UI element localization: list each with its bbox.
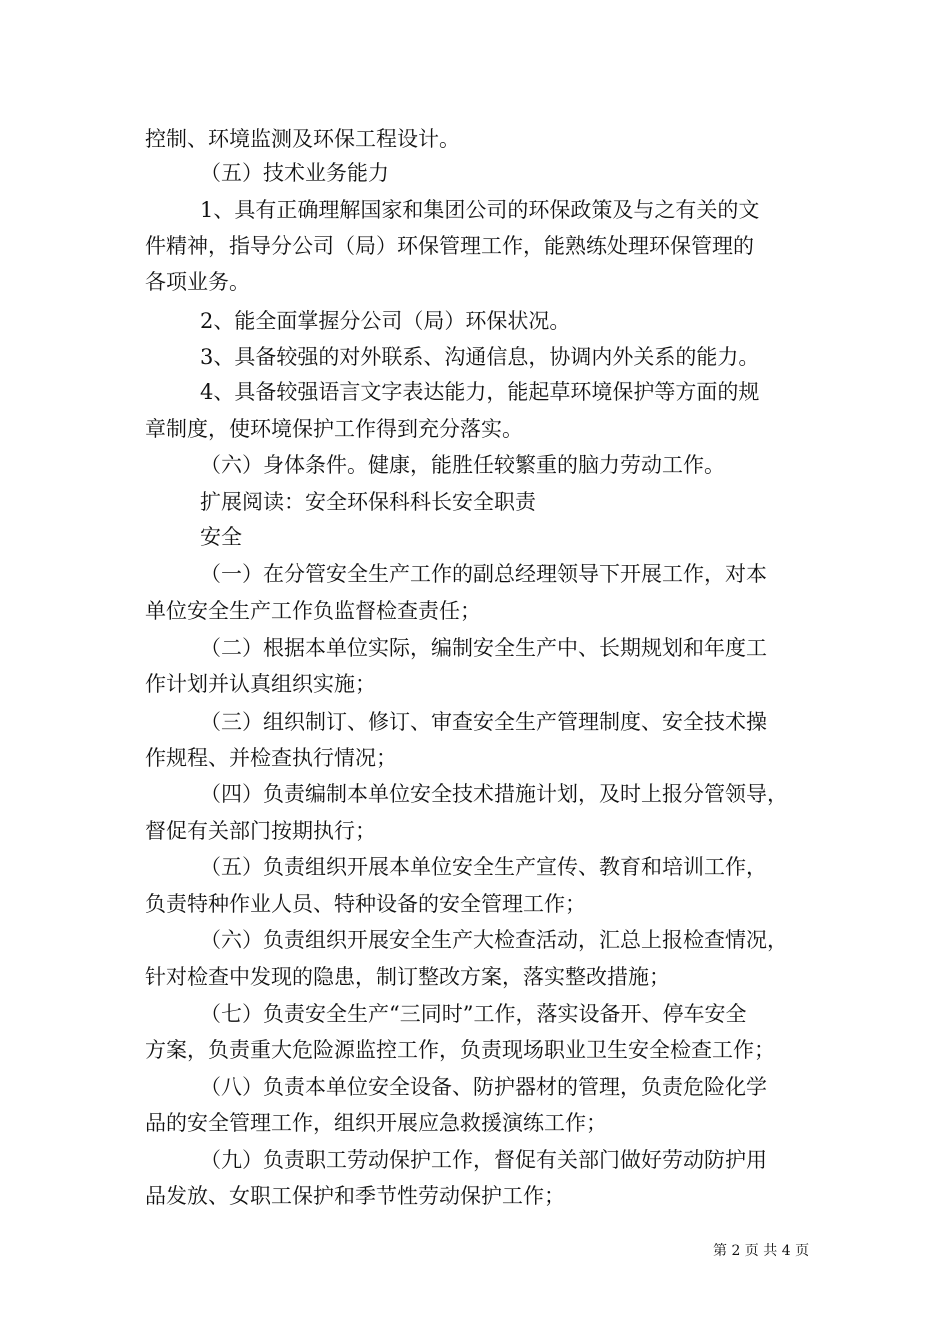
text-line: 作计划并认真组织实施； — [145, 672, 376, 696]
page-number-footer: 第 2 页 共 4 页 — [713, 1243, 810, 1259]
text-line: 安全 — [200, 525, 242, 549]
text-line: （八）负责本单位安全设备、防护器材的管理，负责危险化学 — [200, 1075, 767, 1099]
section-heading: 扩展阅读：安全环保科科长安全职责 — [200, 490, 536, 514]
text-line: 品发放、女职工保护和季节性劳动保护工作； — [145, 1184, 565, 1208]
text-line: 各项业务。 — [145, 270, 250, 294]
text-line: 作规程、并检查执行情况； — [145, 746, 397, 770]
text-line: 单位安全生产工作负监督检查责任； — [145, 599, 481, 623]
text-line: （七）负责安全生产“三同时”工作，落实设备开、停车安全 — [200, 1002, 747, 1026]
text-line: 针对检查中发现的隐患，制订整改方案，落实整改措施； — [145, 965, 670, 989]
text-line: （四）负责编制本单位安全技术措施计划，及时上报分管领导， — [200, 782, 788, 806]
text-line: （一）在分管安全生产工作的副总经理领导下开展工作，对本 — [200, 562, 767, 586]
text-line: 控制、环境监测及环保工程设计。 — [145, 127, 460, 151]
text-line: 4、具备较强语言文字表达能力，能起草环境保护等方面的规 — [200, 380, 760, 404]
text-line: （三）组织制订、修订、审查安全生产管理制度、安全技术操 — [200, 710, 767, 734]
text-line: （二）根据本单位实际，编制安全生产中、长期规划和年度工 — [200, 636, 767, 660]
text-line: 1、具有正确理解国家和集团公司的环保政策及与之有关的文 — [200, 198, 760, 222]
text-line: （九）负责职工劳动保护工作，督促有关部门做好劳动防护用 — [200, 1148, 767, 1172]
text-line: 负责特种作业人员、特种设备的安全管理工作； — [145, 892, 586, 916]
text-line: （六）身体条件。健康，能胜任较繁重的脑力劳动工作。 — [200, 453, 725, 477]
text-line: （六）负责组织开展安全生产大检查活动，汇总上报检查情况， — [200, 928, 788, 952]
text-line: 品的安全管理工作，组织开展应急救援演练工作； — [145, 1111, 607, 1135]
text-line: （五）负责组织开展本单位安全生产宣传、教育和培训工作， — [200, 855, 767, 879]
text-line: 督促有关部门按期执行； — [145, 819, 376, 843]
text-line: 2、能全面掌握分公司（局）环保状况。 — [200, 309, 571, 333]
text-line: 方案，负责重大危险源监控工作，负责现场职业卫生安全检查工作； — [145, 1038, 775, 1062]
text-line: （五）技术业务能力 — [200, 161, 389, 185]
text-line: 件精神，指导分公司（局）环保管理工作，能熟练处理环保管理的 — [145, 234, 754, 258]
text-line: 章制度，使环境保护工作得到充分落实。 — [145, 417, 523, 441]
text-line: 3、具备较强的对外联系、沟通信息，协调内外关系的能力。 — [200, 345, 760, 369]
